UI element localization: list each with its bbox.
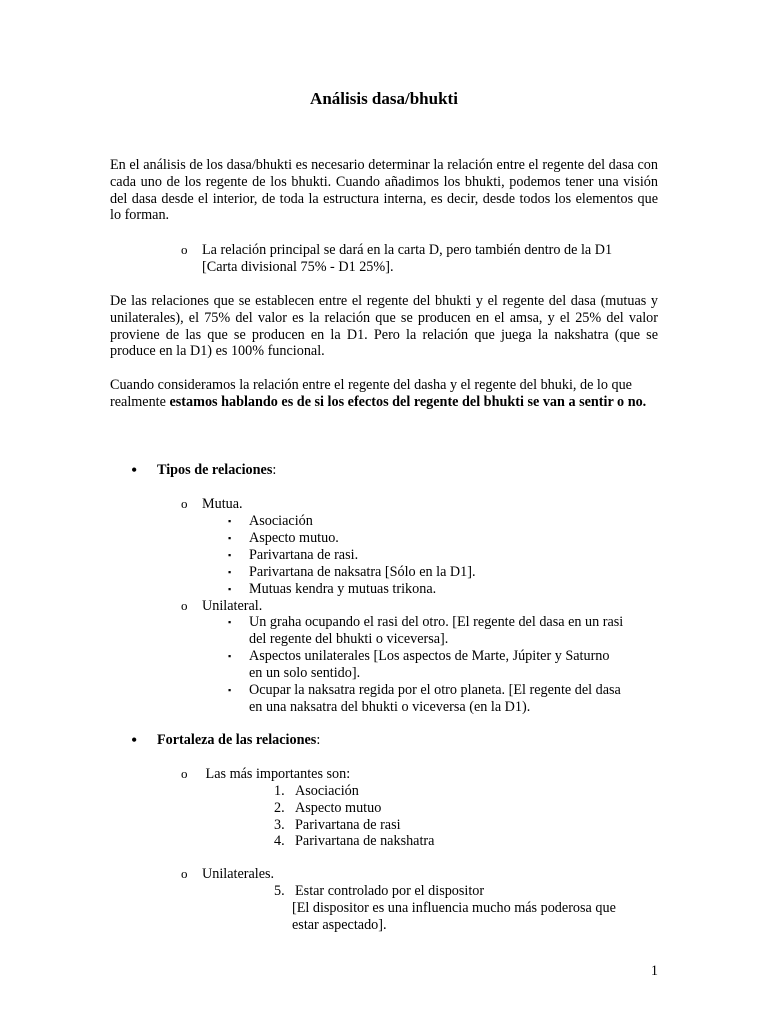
- important-label: Las más importantes son:: [202, 766, 351, 782]
- circle-bullet-icon: o: [181, 766, 188, 781]
- important-item: Parivartana de nakshatra: [295, 833, 435, 849]
- unilaterales-note-line: [El dispositor es una influencia mucho más poderosa que: [292, 900, 616, 916]
- square-bullet-icon: ▪: [228, 685, 232, 695]
- mutua-item: Parivartana de naksatra [Sólo en la D1].: [249, 564, 476, 580]
- unilateral-item-line: en una naksatra del bhukti o viceversa (en la D1).: [249, 699, 531, 715]
- consideration-text: Cuando consideramos la relación entre el regente del dasha y el regente del bhuki, de lo que realmente: [110, 377, 632, 410]
- consideration-paragraph: [110, 377, 658, 411]
- square-bullet-icon: ▪: [228, 617, 232, 627]
- section-heading-fortaleza: [157, 732, 320, 749]
- tipos-heading-text: Tipos de relaciones: [157, 462, 273, 478]
- section-heading-tipos: [157, 462, 276, 479]
- fortaleza-heading-suffix: :: [316, 732, 321, 748]
- important-item: Aspecto mutuo: [295, 800, 382, 816]
- page-number: 1: [650, 963, 658, 979]
- unilateral-item-line: Un graha ocupando el rasi del otro. [El regente del dasa en un rasi: [249, 614, 624, 630]
- important-item: Asociación: [295, 783, 359, 799]
- square-bullet-icon: ▪: [228, 550, 232, 560]
- important-item: Parivartana de rasi: [295, 817, 401, 833]
- list-number: 4.: [274, 833, 285, 849]
- note-line-1: La relación principal se dará en la carta D, pero también dentro de la D1: [202, 242, 613, 258]
- mutua-item: Aspecto mutuo.: [249, 530, 339, 546]
- list-number: 2.: [274, 800, 285, 816]
- list-number: 5.: [274, 883, 285, 899]
- circle-bullet-icon: o: [181, 496, 188, 511]
- circle-bullet-icon: o: [181, 866, 188, 881]
- square-bullet-icon: ▪: [228, 533, 232, 543]
- unilaterales-note-line: estar aspectado].: [292, 917, 387, 933]
- unilateral-item-line: Aspectos unilaterales [Los aspectos de Marte, Júpiter y Saturno: [249, 648, 610, 664]
- unilateral-item-line: en un solo sentido].: [249, 665, 361, 681]
- square-bullet-icon: ▪: [228, 651, 232, 661]
- mutua-item: Asociación: [249, 513, 313, 529]
- unilateral-item-line: Ocupar la naksatra regida por el otro planeta. [El regente del dasa: [249, 682, 621, 698]
- circle-bullet-icon: o: [181, 598, 188, 613]
- square-bullet-icon: ▪: [228, 584, 232, 594]
- unilaterales-item: Estar controlado por el dispositor: [295, 883, 485, 899]
- square-bullet-icon: ▪: [228, 567, 232, 577]
- disc-bullet-icon: •: [131, 460, 138, 480]
- disc-bullet-icon: •: [131, 730, 138, 750]
- note-line-2: [Carta divisional 75% - D1 25%].: [202, 259, 394, 275]
- mutua-item: Mutuas kendra y mutuas trikona.: [249, 581, 437, 597]
- relations-paragraph: De las relaciones que se establecen entre el regente del bhukti y el regente del dasa (mutuas y unilaterales), el 75% del valor es la relación que se producen en el amsa, y el 25% del valor proviene de las que se producen en la D1. Pero la relación que juega la nakshatra (que se produce en la D1) es 100% funcional.: [110, 293, 658, 360]
- tipos-heading-suffix: :: [272, 462, 277, 478]
- list-number: 3.: [274, 817, 285, 833]
- mutua-label: Mutua.: [202, 496, 243, 512]
- consideration-bold-text: estamos hablando es de si los efectos del regente del bhukti se van a sentir o no.: [169, 393, 647, 410]
- list-number: 1.: [274, 783, 285, 799]
- fortaleza-heading-text: Fortaleza de las relaciones: [157, 732, 317, 748]
- mutua-item: Parivartana de rasi.: [249, 547, 359, 563]
- unilateral-label: Unilateral.: [202, 598, 263, 614]
- circle-bullet-icon: o: [181, 242, 188, 257]
- document-title: Análisis dasa/bhukti: [310, 89, 458, 108]
- unilaterales-label: Unilaterales.: [202, 866, 275, 882]
- unilateral-item-line: del regente del bhukti o viceversa].: [249, 631, 449, 647]
- intro-paragraph: En el análisis de los dasa/bhukti es necesario determinar la relación entre el regente del dasa con cada uno de los regente de los bhukti. Cuando añadimos los bhukti, podemos tener una visión del dasa desde el interior, de toda la estructura interna, es decir, desde todos los elementos que lo forman.: [110, 157, 658, 224]
- square-bullet-icon: ▪: [228, 516, 232, 526]
